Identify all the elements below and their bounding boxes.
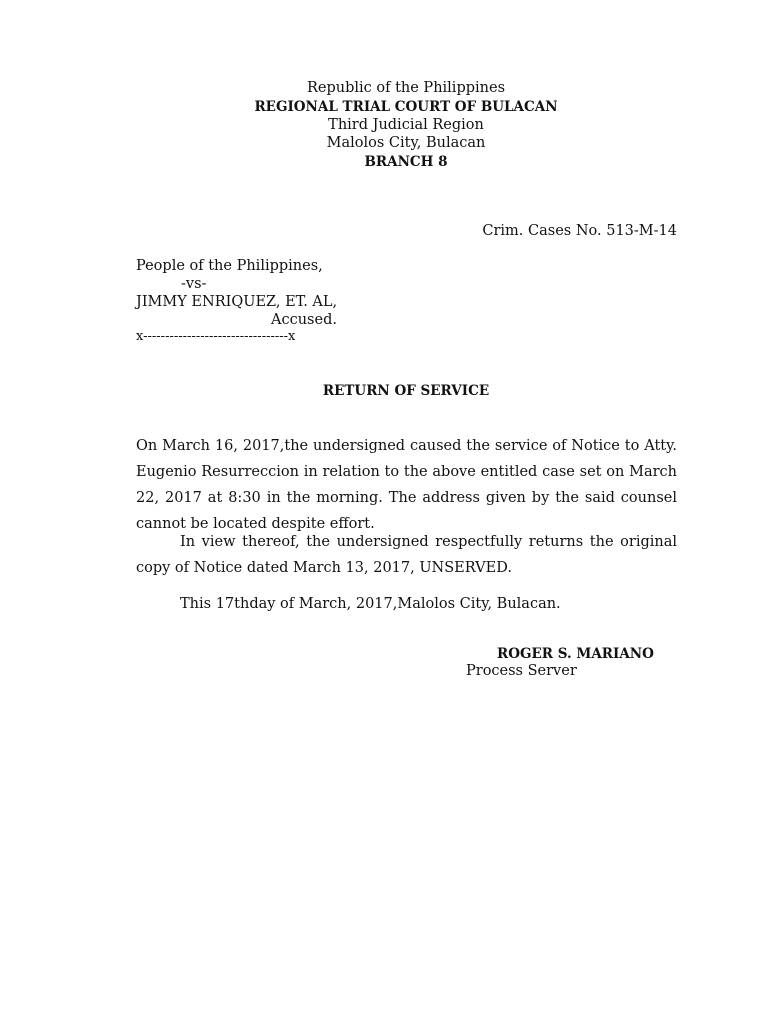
paragraph-2-text: In view thereof, the undersigned respectfully returns the original copy of Notice dated March 13, 2017, UNSERVED. [136, 534, 677, 576]
body-paragraph-1 [136, 433, 677, 537]
paragraph-1-text: On March 16, 2017,the undersigned caused the service of Notice to Atty. Eugenio Resurreccion in relation to the above entitled case set on March 22, 2017 at 8:30 in the morning. The address given by the said counsel cannot be located despite effort. [136, 438, 677, 532]
document-title: RETURN OF SERVICE [322, 383, 490, 399]
header-court: REGIONAL TRIAL COURT OF BULACAN [254, 99, 558, 115]
header-city: Malolos City, Bulacan [326, 135, 486, 151]
body-paragraph-3 [136, 591, 677, 617]
signature-title: Process Server [466, 663, 577, 679]
caption-plaintiff: People of the Philippines, [136, 258, 323, 274]
header-republic: Republic of the Philippines [306, 80, 506, 96]
header-branch: BRANCH 8 [364, 154, 448, 170]
caption-versus: -vs- [181, 276, 207, 292]
body-paragraph-2 [136, 529, 677, 581]
caption-role: Accused. [271, 312, 337, 328]
signature-name: ROGER S. MARIANO [497, 646, 654, 662]
paragraph-3-text: This 17thday of March, 2017,Malolos City, Bulacan. [180, 596, 561, 612]
header-region: Third Judicial Region [328, 117, 484, 133]
caption-separator: x---------------------------------x [136, 329, 296, 344]
caption-defendant: JIMMY ENRIQUEZ, ET. AL, [136, 294, 338, 310]
case-number: Crim. Cases No. 513-M-14 [482, 223, 677, 239]
